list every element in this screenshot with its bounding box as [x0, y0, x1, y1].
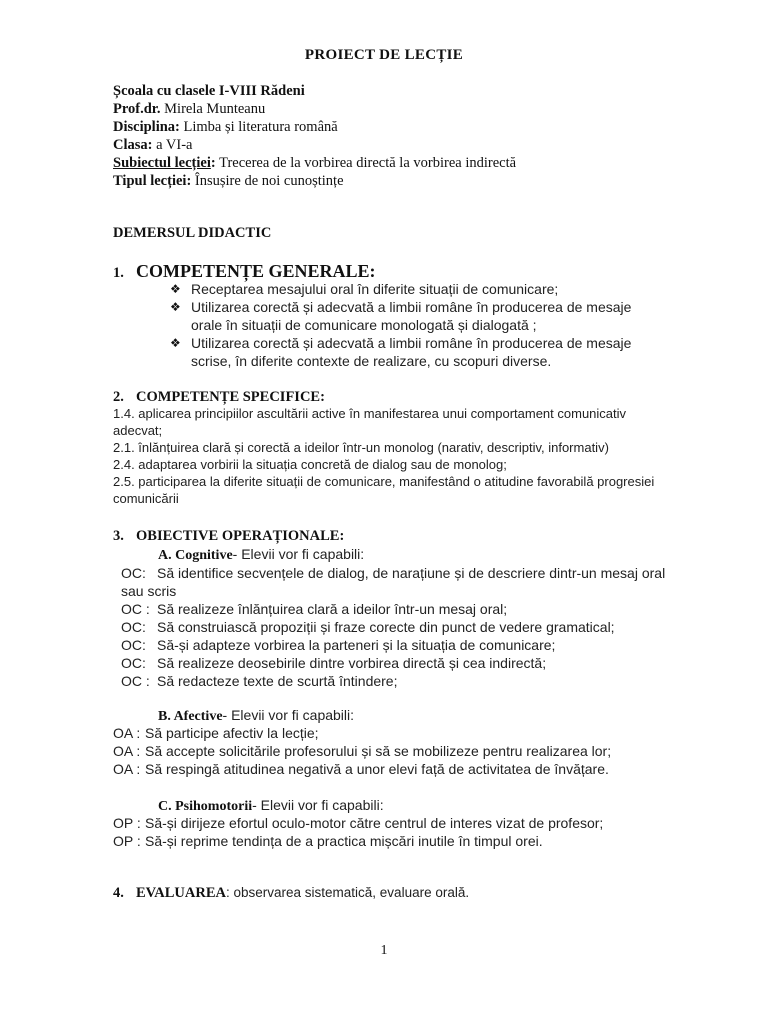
psychomotor-heading: C. Psihomotorii- Elevii vor fi capabili:: [158, 797, 384, 814]
meta-subject: Subiectul lecției: Trecerea de la vorbirea directă la vorbirea indirectă: [113, 155, 517, 171]
general-competences-list: [170, 280, 660, 370]
lesson-meta: [113, 82, 516, 190]
list-item: OC: Să construiască propoziții și fraze corecte din punct de vedere gramatical;: [121, 619, 615, 635]
list-item: ❖ Receptarea mesajului oral în diferite situații de comunicare;: [170, 281, 559, 297]
page-number: 1: [380, 943, 388, 958]
list-item: OA : Să respingă atitudinea negativă a unor elevi față de activitatea de învățare.: [113, 761, 609, 777]
cognitive-objectives: [113, 564, 673, 690]
list-item: OC: Să identifice secvențele de dialog, de narațiune și de descriere dintr-un mesaj oral sau scris: [121, 565, 666, 599]
meta-discipline: Disciplina: Limba și literatura română: [113, 119, 338, 135]
list-item: OC: Să realizeze deosebirile dintre vorbirea directă și cea indirectă;: [121, 655, 547, 671]
list-item: OC : Să redacteze texte de scurtă întindere;: [121, 673, 398, 689]
meta-school: Școala cu clasele I-VIII Rădeni: [113, 83, 305, 99]
section1-heading: 1. COMPETENȚE GENERALE:: [113, 261, 376, 281]
meta-prof: Prof.dr. Mirela Munteanu: [113, 101, 266, 117]
list-item: 2.1. înlănțuirea clară și corectă a ideilor într-un monolog (narativ, descriptiv, informativ): [113, 440, 609, 455]
list-item: OC : Să realizeze înlănțuirea clară a ideilor într-un mesaj oral;: [121, 601, 508, 617]
specific-competences-list: [113, 405, 673, 507]
affective-objectives: [113, 724, 673, 778]
list-item: 1.4. aplicarea principiilor ascultării active în manifestarea unui comportament comunicativ adecvat;: [113, 406, 627, 438]
list-item: ❖ Utilizarea corectă și adecvată a limbii române în producerea de mesaje orale în situații de comunicare monologată și dialogată ;: [170, 299, 632, 333]
list-item: OA : Să participe afectiv la lecție;: [113, 725, 319, 741]
demers-heading: DEMERSUL DIDACTIC: [113, 225, 272, 241]
cognitive-heading: A. Cognitive- Elevii vor fi capabili:: [158, 546, 365, 563]
list-item: OP : Să-și reprime tendința de a practica mișcări inutile în timpul orei.: [113, 833, 543, 849]
section2-heading: 2. COMPETENȚE SPECIFICE:: [113, 389, 325, 405]
diamond-bullet-icon: ❖: [170, 282, 181, 296]
diamond-bullet-icon: ❖: [170, 300, 181, 314]
section4-evaluation: 4. EVALUAREA: observarea sistematică, evaluare orală.: [113, 885, 470, 901]
list-item: OA : Să accepte solicitările profesorului și să se mobilizeze pentru realizarea lor;: [113, 743, 612, 759]
meta-class: Clasa: a VI-a: [113, 137, 193, 153]
section3-heading: 3. OBIECTIVE OPERAȚIONALE:: [113, 528, 345, 544]
psychomotor-objectives: [113, 814, 673, 850]
list-item: OC: Să-și adapteze vorbirea la parteneri și la situația de comunicare;: [121, 637, 556, 653]
list-item: OP : Să-și dirijeze efortul oculo-motor către centrul de interes vizat de profesor;: [113, 815, 604, 831]
list-item: 2.4. adaptarea vorbirii la situația concretă de dialog sau de monolog;: [113, 457, 507, 472]
list-item: 2.5. participarea la diferite situații de comunicare, manifestând o atitudine favorabilă progresiei comunicării: [113, 474, 655, 506]
document-title: PROIECT DE LECȚIE: [304, 47, 464, 63]
list-item: ❖ Utilizarea corectă și adecvată a limbii române în producerea de mesaje scrise, în diferite contexte de realizare, cu scopuri diverse.: [170, 335, 632, 369]
affective-heading: B. Afective- Elevii vor fi capabili:: [158, 707, 355, 724]
diamond-bullet-icon: ❖: [170, 336, 181, 350]
meta-type: Tipul lecției: Însușire de noi cunoștințe: [113, 173, 344, 189]
